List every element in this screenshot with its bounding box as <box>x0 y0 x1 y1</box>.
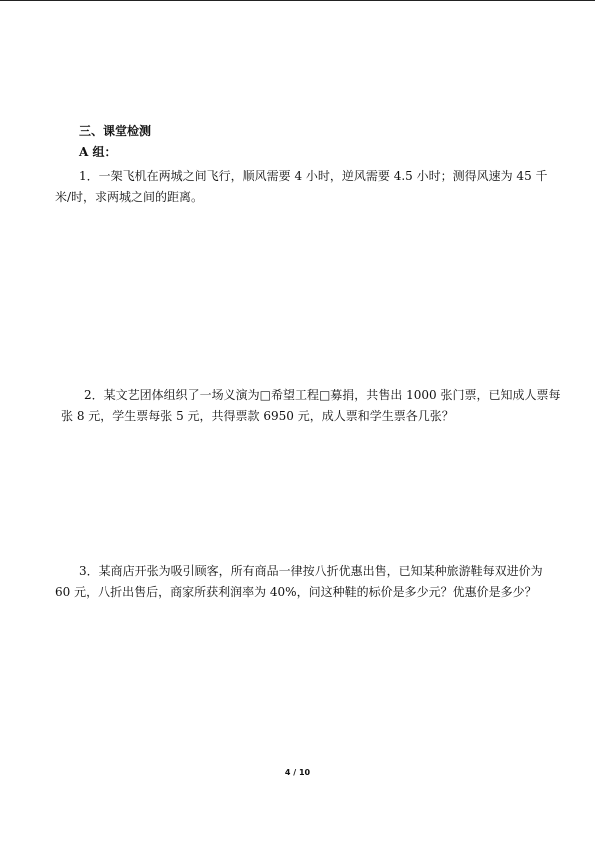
header-rule <box>0 0 595 1</box>
problem-3-line-2: 60 元，八折出售后，商家所获利润率为 40%，问这种鞋的标价是多少元？优惠价是多少？ <box>55 585 537 599</box>
page-number: 4 / 10 <box>284 768 311 777</box>
problem-2-line-2: 张 8 元，学生票每张 5 元，共得票款 6950 元，成人票和学生票各几张？ <box>61 409 454 423</box>
group-label: A 组： <box>79 145 117 159</box>
section-heading: 三、课堂检测 <box>79 124 152 138</box>
problem-1-line-1: 1．一架飞机在两城之间飞行，顺风需要 4 小时，逆风需要 4.5 小时；测得风速为 45 千 <box>79 169 548 183</box>
problem-2-line-1: 2．某文艺团体组织了一场义演为□希望工程□募捐，共售出 1000 张门票，已知成人票每 <box>84 388 561 402</box>
problem-3-line-1: 3．某商店开张为吸引顾客，所有商品一律按八折优惠出售，已知某种旅游鞋每双进价为 <box>79 564 543 578</box>
problem-1-line-2: 米/时，求两城之间的距离。 <box>55 190 204 204</box>
